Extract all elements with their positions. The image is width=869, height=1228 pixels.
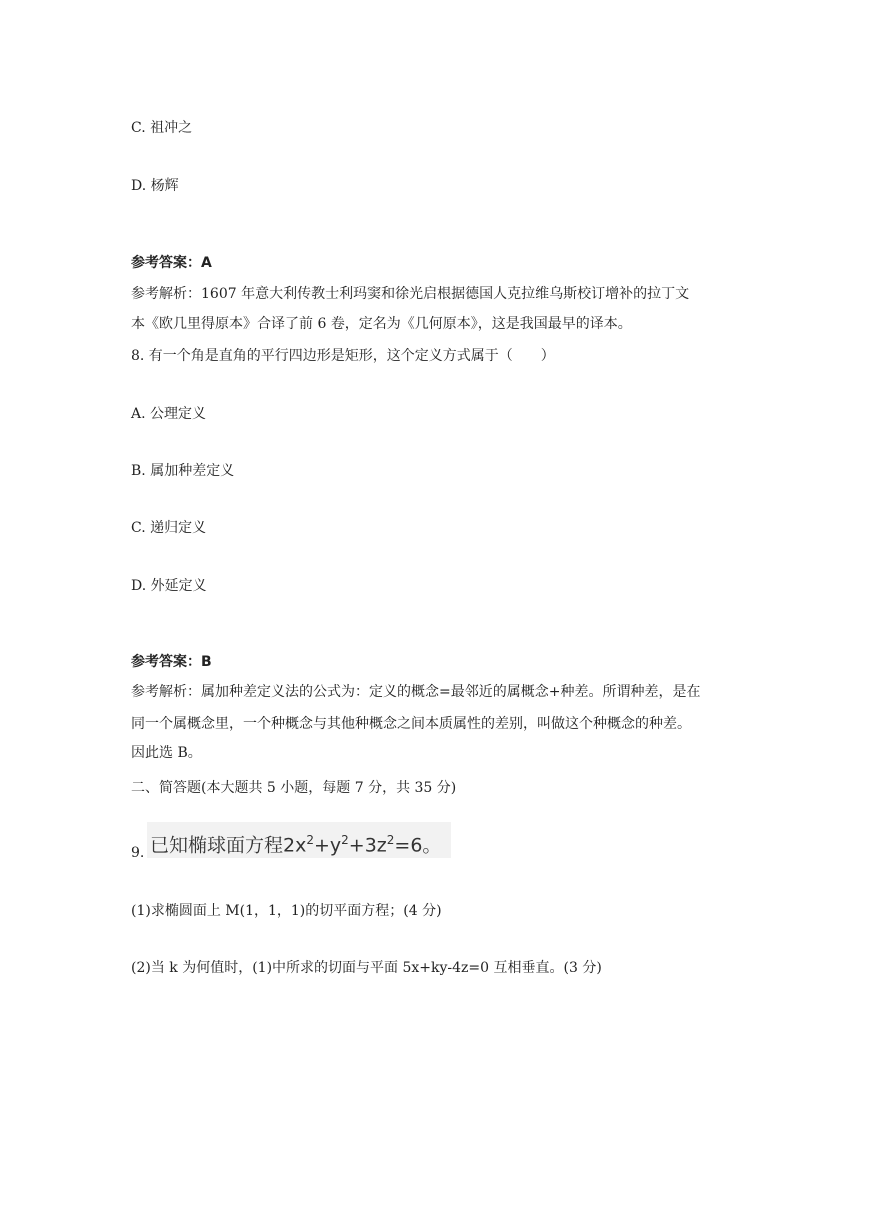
equation-text: +3z [348,834,387,857]
exponent: 2 [341,833,349,847]
option-d: D. 杨辉 [131,178,179,194]
option-c: C. 递归定义 [131,520,207,536]
equation-image [147,822,451,858]
section-heading: 二、简答题(本大题共 5 小题，每题 7 分，共 35 分) [131,780,457,796]
analysis-line: 同一个属概念里，一个种概念与其他种概念之间本质属性的差别，叫做这个种概念的种差。 [131,716,691,732]
question-number: 9. [131,845,145,861]
analysis-line: 本《欧几里得原本》合译了前 6 卷，定名为《几何原本》，这是我国最早的译本。 [131,316,632,332]
equation-text: +y [313,834,342,857]
analysis-line: 因此选 B。 [131,745,202,761]
answer-label: 参考答案：B [131,654,212,670]
analysis-line: 参考解析：1607 年意大利传教士利玛窦和徐光启根据德国人克拉维乌斯校订增补的拉丁文 [131,286,690,302]
sub-question: (2)当 k 为何值时，(1)中所求的切面与平面 5x+ky-4z=0 互相垂直。(3 分) [131,960,602,976]
sub-question: (1)求椭圆面上 M(1，1，1)的切平面方程；(4 分) [131,903,442,919]
option-d: D. 外延定义 [131,578,207,594]
analysis-line: 参考解析：属加种差定义法的公式为：定义的概念=最邻近的属概念+种差。所谓种差，是在 [131,684,701,700]
answer-label: 参考答案：A [131,255,212,271]
option-b: B. 属加种差定义 [131,463,235,479]
equation-text: =6。 [394,834,442,857]
option-a: A. 公理定义 [131,406,207,422]
exponent: 2 [306,833,314,847]
exponent: 2 [386,833,395,847]
option-c: C. 祖冲之 [131,120,193,136]
equation-text: 已知椭球面方程2x [150,834,307,857]
question-stem: 8. 有一个角是直角的平行四边形是矩形，这个定义方式属于（ ） [131,348,555,364]
